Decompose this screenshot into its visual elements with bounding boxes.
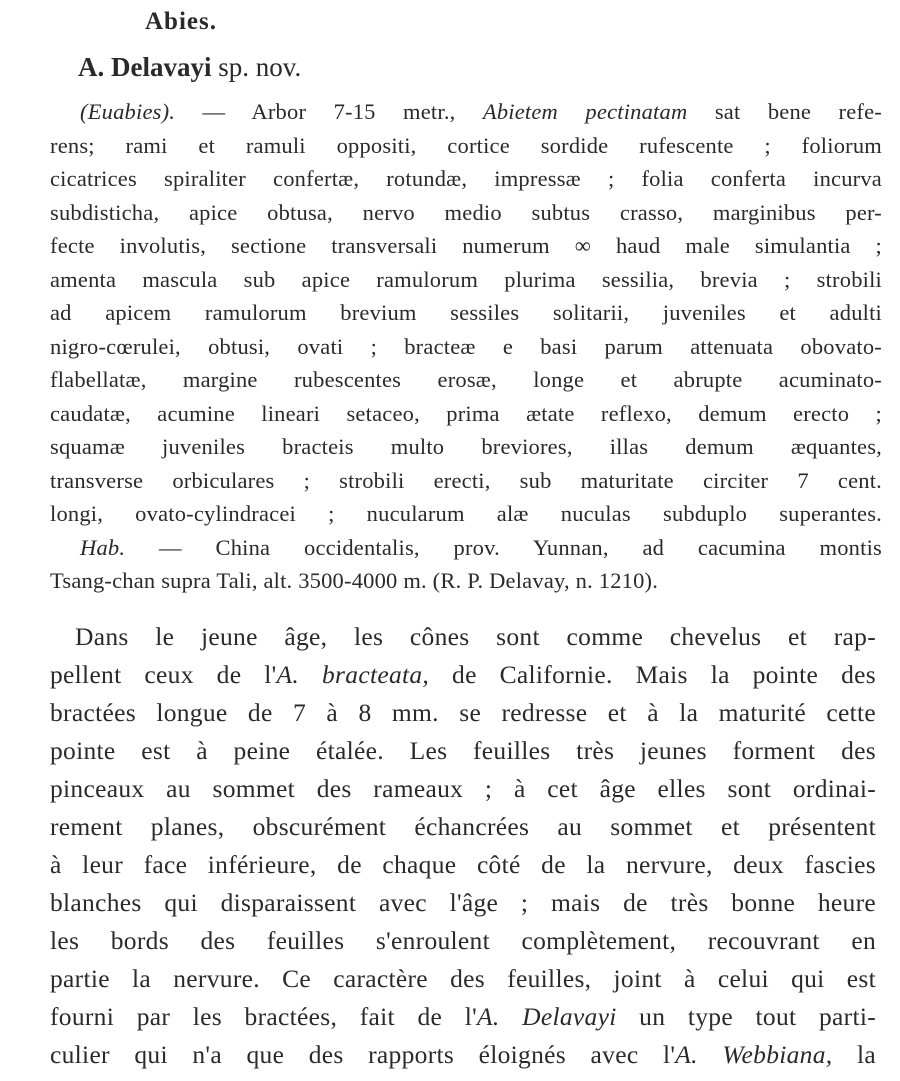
text-segment: sat bene refe-: [687, 99, 882, 124]
species-name: A. Delavayi: [78, 52, 212, 82]
text-segment: un type tout parti-: [616, 1002, 877, 1031]
text-segment: — China occidentalis, prov. Yunnan, ad cacumina montis: [125, 534, 882, 560]
italic-text: A. Delavayi: [477, 1002, 617, 1031]
text-line: [50, 366, 882, 394]
text-line: [50, 1038, 876, 1072]
text-segment: amenta mascula sub apice ramulorum plurima sessilia, brevia ; strobili: [50, 266, 882, 292]
text-line: [50, 199, 882, 227]
species-suffix: sp. nov.: [211, 52, 302, 82]
text-line: [50, 500, 882, 528]
text-line: [50, 299, 882, 327]
text-segment: ad apicem ramulorum brevium sessiles solitarii, juveniles et adulti: [50, 300, 882, 325]
text-segment: squamæ juveniles bracteis multo breviores, illas demum æquantes,: [50, 434, 882, 459]
text-segment: culier qui n'a que des rapports éloignés avec l': [50, 1040, 676, 1069]
text-segment: pointe est à peine étalée. Les feuilles très jeunes forment des: [50, 736, 876, 765]
text-line: [50, 467, 882, 495]
text-segment: bractées longue de 7 à 8 mm. se redresse et à la maturité cette: [50, 698, 876, 727]
italic-text: (Euabies).: [80, 99, 176, 124]
text-line: [50, 266, 882, 294]
text-segment: Dans le jeune âge, les cônes sont comme chevelus et rap-: [75, 622, 876, 651]
text-segment: subdisticha, apice obtusa, nervo medio subtus crasso, marginibus per-: [50, 199, 882, 225]
text-segment: transverse orbiculares ; strobili erecti, sub maturitate circiter 7 cent.: [50, 467, 882, 493]
text-segment: nigro-cœrulei, obtusi, ovati ; bracteæ e basi parum attenuata obovato-: [50, 333, 882, 359]
text-line: [50, 333, 882, 361]
text-line: [50, 567, 882, 595]
text-line: [50, 772, 876, 806]
text-line: [50, 962, 876, 996]
text-segment: pinceaux au sommet des rameaux ; à cet âge elles sont ordinai-: [50, 774, 876, 803]
text-line: [50, 848, 876, 882]
text-line: [50, 810, 876, 844]
text-segment: pellent ceux de l': [50, 660, 277, 689]
text-segment: la: [832, 1040, 876, 1069]
species-heading: [78, 52, 301, 83]
text-line: [75, 620, 876, 654]
text-segment: fourni par les bractées, fait de l': [50, 1002, 478, 1031]
text-segment: caudatæ, acumine lineari setaceo, prima ætate reflexo, demum erecto ;: [50, 400, 882, 426]
text-segment: de Californie. Mais la pointe des: [429, 660, 876, 689]
text-line: [50, 696, 876, 730]
text-line: [80, 534, 882, 562]
italic-text: A. bracteata,: [276, 660, 430, 689]
text-segment: à leur face inférieure, de chaque côté de la nervure, deux fascies: [50, 850, 876, 879]
text-line: [50, 658, 876, 692]
text-segment: cicatrices spiraliter confertæ, rotundæ, impressæ ; folia conferta incurva: [50, 166, 882, 191]
genus-heading: Abies.: [145, 8, 217, 35]
text-line: [50, 886, 876, 920]
text-segment: rens; rami et ramuli oppositi, cortice sordide rufescente ; foliorum: [50, 132, 882, 158]
text-line: [50, 924, 876, 958]
text-segment: fecte involutis, sectione transversali numerum ∞ haud male simulantia ;: [50, 233, 882, 258]
italic-text: Abietem pectinatam: [482, 99, 688, 124]
text-line: [50, 165, 882, 193]
text-line: [50, 1000, 876, 1034]
text-segment: rement planes, obscurément échancrées au sommet et présentent: [50, 812, 876, 841]
text-line: [80, 98, 882, 126]
text-segment: partie la nervure. Ce caractère des feuilles, joint à celui qui est: [50, 964, 876, 993]
italic-text: A. Webbiana,: [675, 1040, 833, 1069]
text-line: [50, 400, 882, 428]
text-segment: blanches qui disparaissent avec l'âge ; mais de très bonne heure: [50, 888, 876, 917]
text-line: [50, 132, 882, 160]
text-line: [50, 433, 882, 461]
text-line: [50, 232, 882, 260]
text-segment: les bords des feuilles s'enroulent complètement, recouvrant en: [50, 926, 876, 955]
text-segment: Tsang-chan supra Tali, alt. 3500-4000 m. (R. P. Delavay, n. 1210).: [50, 568, 659, 593]
text-line: [50, 734, 876, 768]
text-segment: — Arbor 7-15 metr.,: [175, 99, 483, 124]
text-segment: flabellatæ, margine rubescentes erosæ, longe et abrupte acuminato-: [50, 367, 882, 392]
italic-text: Hab.: [80, 534, 126, 560]
text-segment: longi, ovato-cylindracei ; nucularum alæ nuculas subduplo superantes.: [50, 501, 882, 526]
